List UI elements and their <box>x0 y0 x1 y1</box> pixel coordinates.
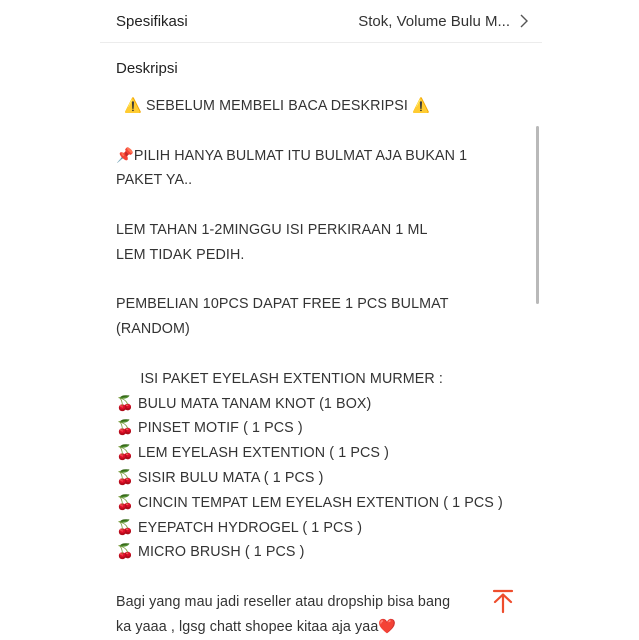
package-item: 🍒 SISIR BULU MATA ( 1 PCS ) <box>116 469 324 486</box>
pin-line-1: 📌PILIH HANYA BULMAT ITU BULMAT AJA BUKAN 1 <box>116 147 468 164</box>
package-header: ISI PAKET EYELASH EXTENTION MURMER : <box>116 370 444 387</box>
glue-line-1: LEM TAHAN 1-2MINGGU ISI PERKIRAAN 1 ML <box>116 221 428 238</box>
arrow-up-to-top-icon <box>490 588 516 614</box>
blank-line <box>116 119 526 144</box>
chevron-right-icon <box>516 13 532 29</box>
scrollbar[interactable] <box>536 126 539 304</box>
promo-line-2: (RANDOM) <box>116 321 190 338</box>
reseller-line-1: Bagi yang mau jadi reseller atau dropship bisa bang <box>116 593 451 610</box>
blank-line <box>116 565 526 590</box>
warning-line: ⚠️ SEBELUM MEMBELI BACA DESKRIPSI ⚠️ <box>124 98 430 114</box>
description-text <box>116 94 526 640</box>
package-item: 🍒 LEM EYELASH EXTENTION ( 1 PCS ) <box>116 445 389 462</box>
specification-value: Stok, Volume Bulu M... <box>358 12 510 30</box>
divider <box>100 42 542 43</box>
description-panel <box>100 0 542 639</box>
pin-line-2: PAKET YA.. <box>116 172 193 189</box>
package-item: 🍒 MICRO BRUSH ( 1 PCS ) <box>116 544 305 561</box>
blank-line <box>116 342 526 367</box>
package-item: 🍒 EYEPATCH HYDROGEL ( 1 PCS ) <box>116 519 363 536</box>
package-item: 🍒 PINSET MOTIF ( 1 PCS ) <box>116 420 303 437</box>
glue-line-2: LEM TIDAK PEDIH. <box>116 246 245 263</box>
reseller-line-2: ka yaaa , lgsg chatt shopee kitaa aja yaa❤️ <box>116 618 397 635</box>
package-item: 🍒 BULU MATA TANAM KNOT (1 BOX) <box>116 395 372 412</box>
blank-line <box>116 193 526 218</box>
back-to-top-button[interactable] <box>482 580 524 622</box>
specification-label: Spesifikasi <box>116 12 188 30</box>
promo-line-1: PEMBELIAN 10PCS DAPAT FREE 1 PCS BULMAT <box>116 296 449 313</box>
package-item: 🍒 CINCIN TEMPAT LEM EYELASH EXTENTION ( 1 PCS ) <box>116 494 503 511</box>
blank-line <box>116 268 526 293</box>
specification-value-wrap[interactable] <box>358 13 532 30</box>
description-title: Deskripsi <box>116 60 178 77</box>
specification-row[interactable] <box>116 0 532 42</box>
